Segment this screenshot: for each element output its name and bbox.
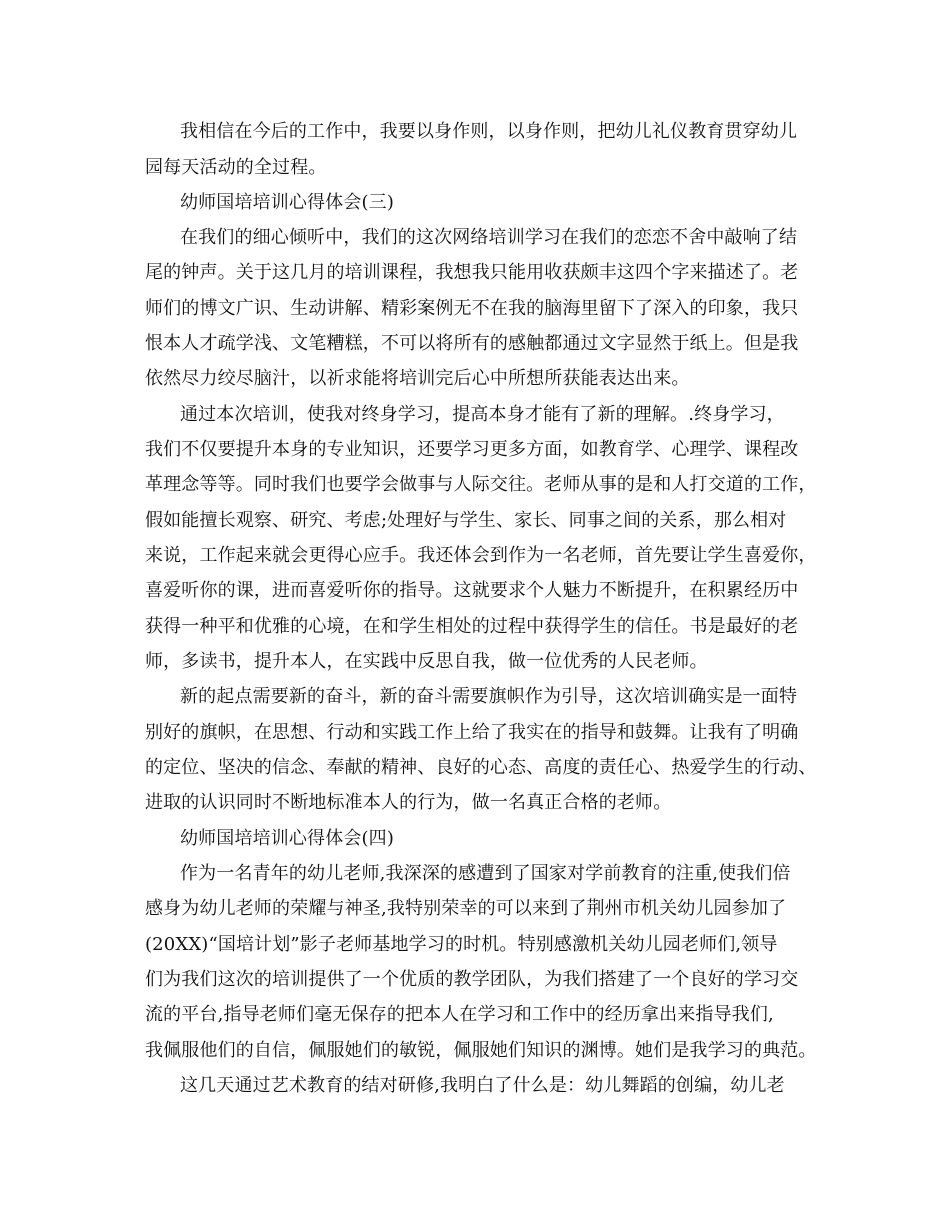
paragraph-line: 恨本人才疏学浅、文笔糟糕，不可以将所有的感触都通过文字显然于纸上。但是我 [145, 333, 799, 354]
paragraph-line: 感身为幼儿老师的荣耀与神圣,我特别荣幸的可以来到了荆州市机关幼儿园参加了 [145, 898, 787, 919]
paragraph-line: 我们不仅要提升本身的专业知识，还要学习更多方面，如教育学、心理学、课程改 [145, 439, 799, 460]
paragraph-line: 别好的旗帜，在思想、行动和实践工作上给了我实在的指导和鼓舞。让我有了明确 [145, 722, 799, 743]
paragraph-line: 流的平台,指导老师们毫无保存的把本人在学习和工作中的经历拿出来指导我们, [145, 1004, 774, 1025]
paragraph-line: 喜爱听你的课，进而喜爱听你的指导。这就要求个人魅力不断提升，在积累经历中 [145, 580, 799, 601]
paragraph-line: 依然尽力绞尽脑汁，以祈求能将培训完后心中所想所获能表达出来。 [145, 368, 690, 389]
paragraph-line: 获得一种平和优雅的心境，在和学生相处的过程中获得学生的信任。书是最好的老 [145, 616, 799, 637]
paragraph-line: 新的起点需要新的奋斗，新的奋斗需要旗帜作为引导，这次培训确实是一面特 [180, 686, 798, 707]
paragraph-line: 我相信在今后的工作中，我要以身作则，以身作则，把幼儿礼仪教育贯穿幼儿 [180, 121, 798, 142]
paragraph-line: 师们的博文广识、生动讲解、精彩案例无不在我的脑海里留下了深入的印象，我只 [145, 298, 799, 319]
paragraph-line: 作为一名青年的幼儿老师,我深深的感遭到了国家对学前教育的注重,使我们倍 [180, 863, 791, 884]
section-heading: 幼师国培培训心得体会(四) [180, 828, 394, 849]
paragraph-line: 在我们的细心倾听中，我们的这次网络培训学习在我们的恋恋不舍中敲响了结 [180, 227, 798, 248]
paragraph-line: 的定位、坚决的信念、奉献的精神、良好的心态、高度的责任心、热爱学生的行动、 [145, 757, 817, 778]
paragraph-line: 园每天活动的全过程。 [145, 157, 327, 178]
paragraph-line: 们为我们这次的培训提供了一个优质的教学团队，为我们搭建了一个良好的学习交 [145, 969, 799, 990]
paragraph-line: 师，多读书，提升本人，在实践中反思自我，做一位优秀的人民老师。 [145, 651, 708, 672]
paragraph-line: 通过本次培训，使我对终身学习，提高本身才能有了新的理解。.终身学习， [180, 404, 785, 425]
paragraph-line: 我佩服他们的自信，佩服她们的敏锐，佩服她们知识的渊博。她们是我学习的典范。 [145, 1040, 817, 1061]
paragraph-line: 这几天通过艺术教育的结对研修,我明白了什么是：幼儿舞蹈的创编，幼儿老 [180, 1075, 785, 1096]
paragraph-line: 假如能擅长观察、研究、考虑;处理好与学生、家长、同事之间的关系，那么相对 [145, 510, 787, 531]
paragraph-line: 来说，工作起来就会更得心应手。我还体会到作为一名老师，首先要让学生喜爱你， [145, 545, 817, 566]
paragraph-line: 尾的钟声。关于这几月的培训课程，我想我只能用收获颇丰这四个字来描述了。老 [145, 262, 799, 283]
paragraph-line: 革理念等等。同时我们也要学会做事与人际交往。老师从事的是和人打交道的工作， [145, 474, 817, 495]
paragraph-line: 进取的认识同时不断地标准本人的行为，做一名真正合格的老师。 [145, 792, 672, 813]
paragraph-line: (20XX)“国培计划”影子老师基地学习的时机。特别感激机关幼儿园老师们,领导 [145, 934, 778, 955]
section-heading: 幼师国培培训心得体会(三) [180, 192, 394, 213]
